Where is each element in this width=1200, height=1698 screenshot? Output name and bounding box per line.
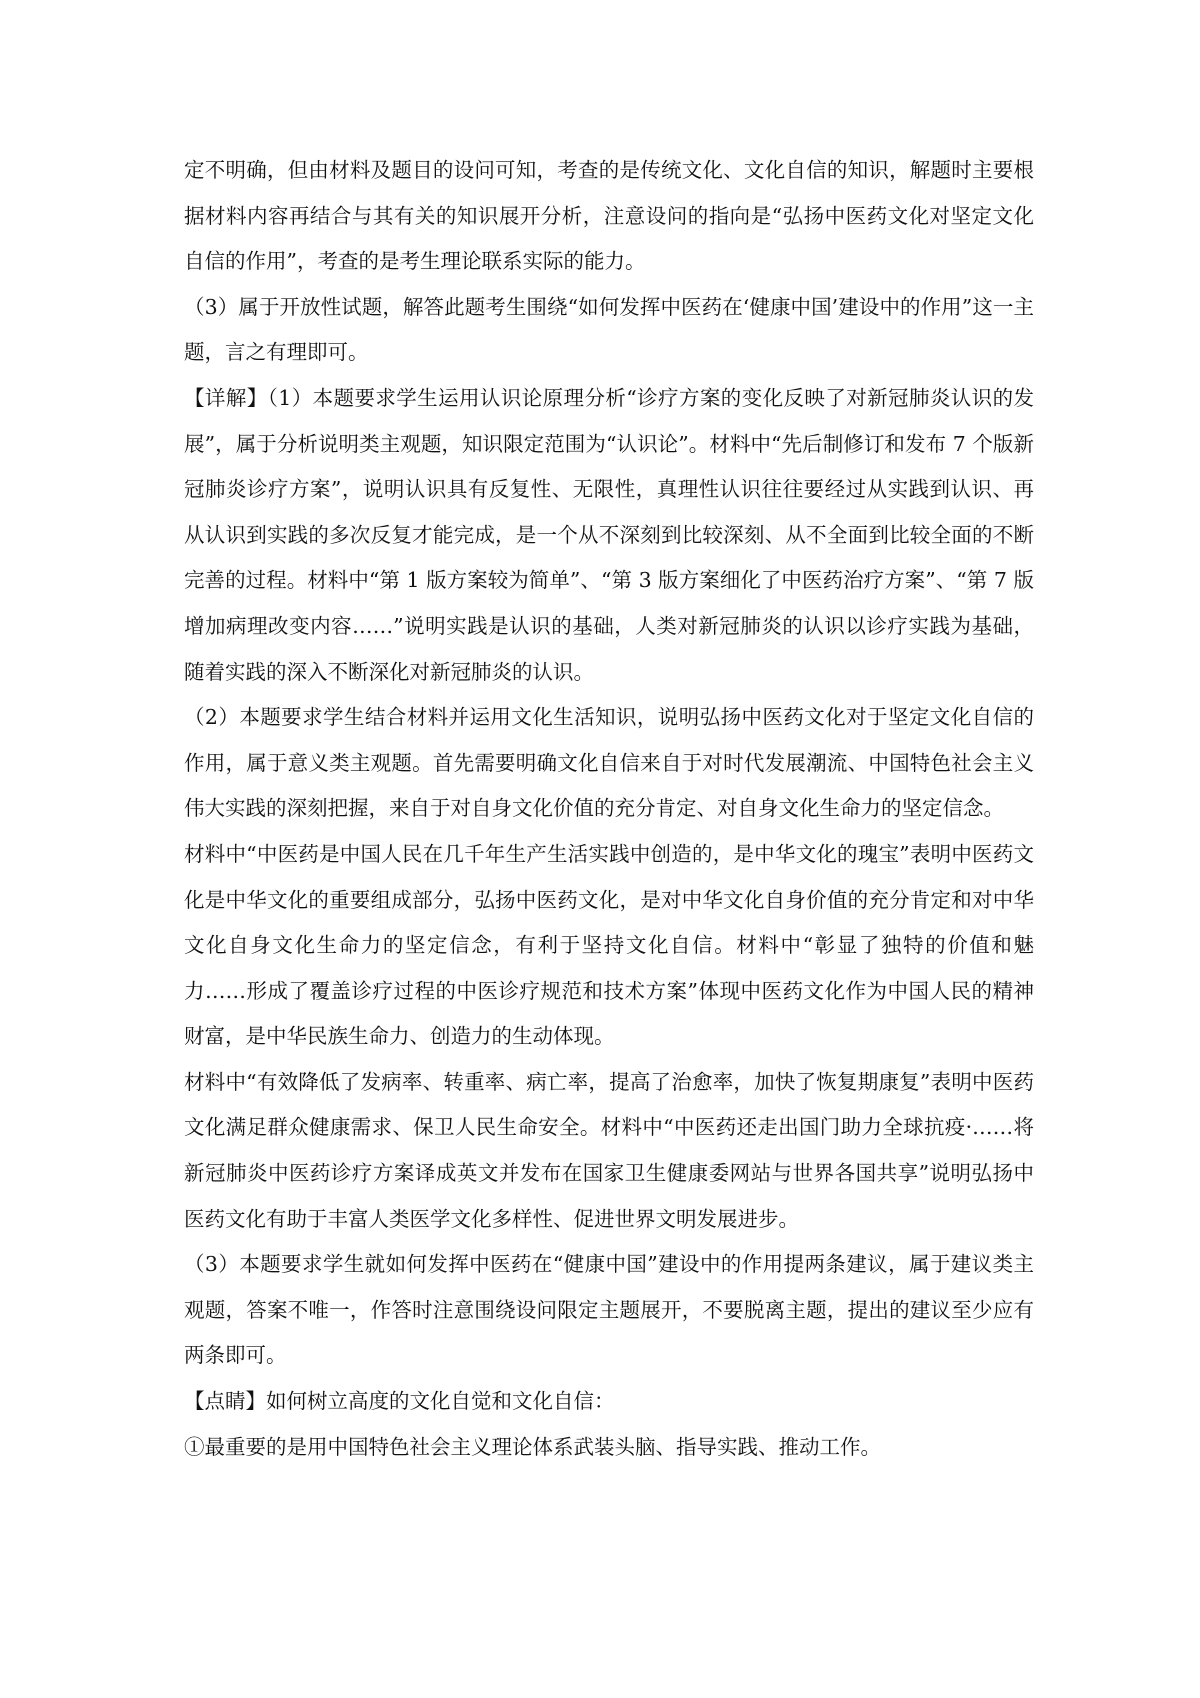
paragraph-detail-3: （3）本题要求学生就如何发挥中医药在“健康中国”建设中的作用提两条建议，属于建议类主观题，答案不唯一，作答时注意围绕设问限定主题展开，不要脱离主题，提出的建议至少应有两条即可。 [184, 1252, 1034, 1368]
paragraph-analysis-3: （3）属于开放性试题，解答此题考生围绕“如何发挥中医药在‘健康中国’建设中的作用”这一主题，言之有理即可。 [184, 294, 1034, 365]
paragraph-key-point-1: ①最重要的是用中国特色社会主义理论体系武装头脑、指导实践、推动工作。 [184, 1434, 881, 1459]
paragraph-detail-2-material-a: 材料中“中医药是中国人民在几千年生产生活实践中创造的，是中华文化的瑰宝”表明中医药文化是中华文化的重要组成部分，弘扬中医药文化，是对中华文化自身价值的充分肯定和对中华文化自身文化生命力的坚定信念，有利于坚持文化自信。材料中“彰显了独特的价值和魅力……形成了覆盖诊疗过程的中医诊疗规范和技术方案”体现中医药文化作为中国人民的精神财富，是中华民族生命力、创造力的生动体现。 [184, 841, 1034, 1049]
paragraph-key-point-heading: 【点睛】如何树立高度的文化自觉和文化自信： [184, 1389, 615, 1414]
paragraph-detail-2: （2）本题要求学生结合材料并运用文化生活知识，说明弘扬中医药文化对于坚定文化自信的作用，属于意义类主观题。首先需要明确文化自信来自于对时代发展潮流、中国特色社会主义伟大实践的深刻把握，来自于对自身文化价值的充分肯定、对自身文化生命力的坚定信念。 [184, 705, 1034, 821]
paragraph-analysis-continued: 定不明确，但由材料及题目的设问可知，考查的是传统文化、文化自信的知识，解题时主要根据材料内容再结合与其有关的知识展开分析，注意设问的指向是“弘扬中医药文化对坚定文化自信的作用”，考查的是考生理论联系实际的能力。 [184, 158, 1034, 274]
document-body [184, 148, 1034, 1470]
paragraph-detail-1: 【详解】（1）本题要求学生运用认识论原理分析“诊疗方案的变化反映了对新冠肺炎认识的发展”，属于分析说明类主观题，知识限定范围为“认识论”。材料中“先后制修订和发布 7 个版新冠肺炎诊疗方案”，说明认识具有反复性、无限性，真理性认识往往要经过从实践到认识、再从认识到实践的多次反复才能完成，是一个从不深刻到比较深刻、从不全面到比较全面的不断完善的过程。材料中“第 1 版方案较为简单”、“第 3 版方案细化了中医药治疗方案”、“第 7 版增加病理改变内容……”说明实践是认识的基础，人类对新冠肺炎的认识以诊疗实践为基础，随着实践的深入不断深化对新冠肺炎的认识。 [184, 385, 1034, 684]
paragraph-detail-2-material-b: 材料中“有效降低了发病率、转重率、病亡率，提高了治愈率，加快了恢复期康复”表明中医药文化满足群众健康需求、保卫人民生命安全。材料中“中医药还走出国门助力全球抗疫·……将新冠肺炎中医药诊疗方案译成英文并发布在国家卫生健康委网站与世界各国共享”说明弘扬中医药文化有助于丰富人类医学文化多样性、促进世界文明发展进步。 [184, 1069, 1034, 1231]
